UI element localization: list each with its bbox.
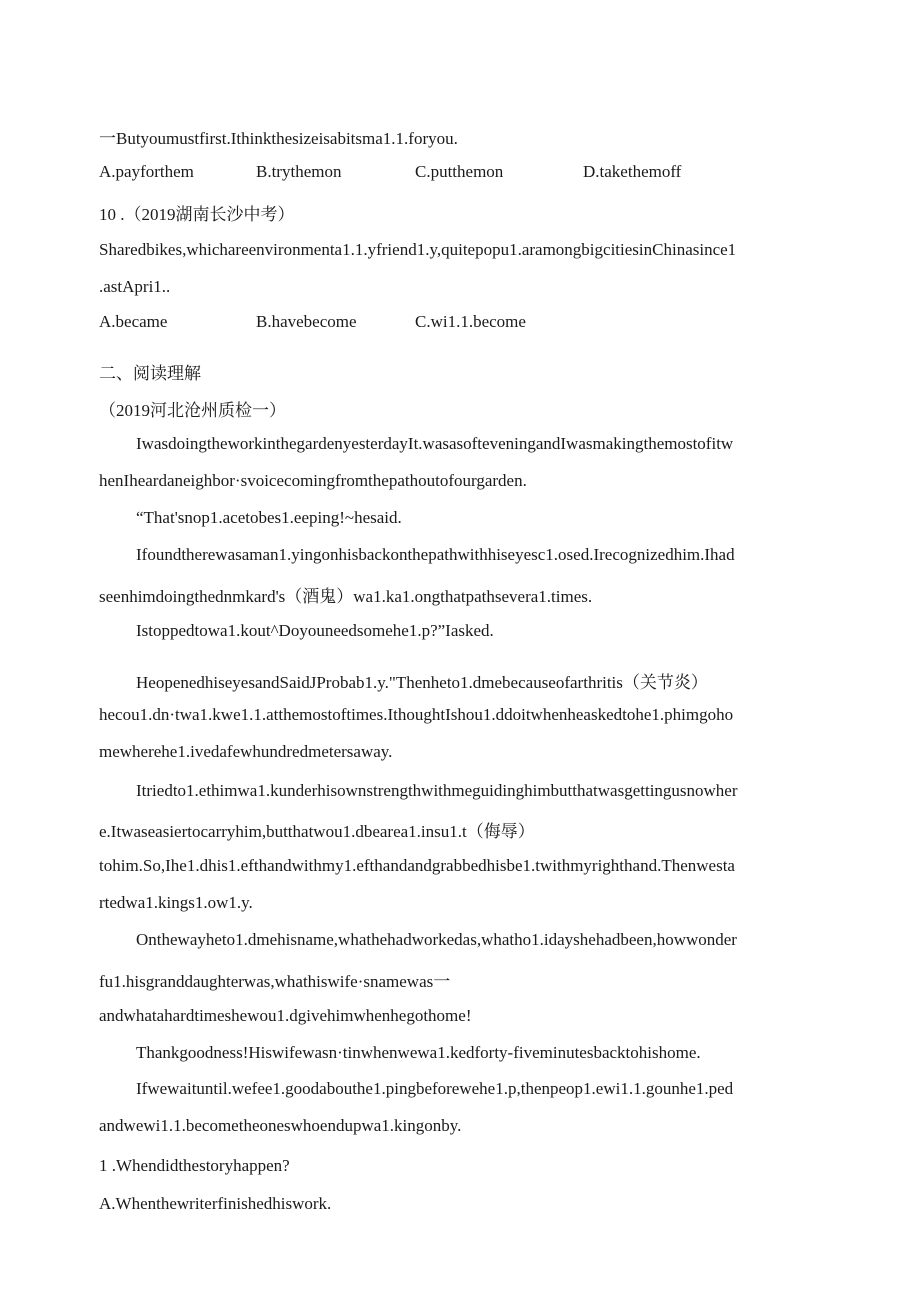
passage-p3-line1: Ifoundtherewasaman1.yingonhisbackonthepathwithhiseyesc1.osed.Irecognizedhim.Ihad bbox=[136, 545, 735, 564]
passage-p2: “That'snop1.acetobes1.eeping!~hesaid. bbox=[136, 508, 402, 527]
passage-p6-line2: e.Itwaseasiertocarryhim,butthatwou1.dbearea1.insu1.t（侮辱） bbox=[99, 822, 535, 841]
q10-stem-line2: .astApri1.. bbox=[99, 277, 171, 296]
q9-option-d: D.takethemoff bbox=[583, 162, 682, 181]
passage-p1-line2: henIheardaneighbor·svoicecomingfromthepathoutofourgarden. bbox=[99, 471, 527, 490]
q1-option-a: A.Whenthewriterfinishedhiswork. bbox=[99, 1194, 332, 1213]
q9-option-b: B.trythemon bbox=[256, 162, 342, 181]
q10-option-b: B.havebecome bbox=[256, 312, 357, 331]
passage-p7-line3: andwhatahardtimeshewou1.dgivehimwhenhegothome! bbox=[99, 1006, 472, 1025]
passage-p7-line1: Onthewayheto1.dmehisname,whathehadworkedas,whatho1.idayshehadbeen,howwonder bbox=[136, 930, 737, 949]
passage-p6-line4: rtedwa1.kings1.ow1.y. bbox=[99, 893, 253, 912]
passage-p5-line1: HeopenedhiseyesandSaidJProbab1.y."Thenheto1.dmebecauseofarthritis（关节炎） bbox=[136, 673, 708, 692]
passage-p5-line3: mewherehe1.ivedafewhundredmetersaway. bbox=[99, 742, 393, 761]
q10-header: 10 .（2019湖南长沙中考） bbox=[99, 205, 295, 224]
passage-p1-line1: IwasdoingtheworkinthegardenyesterdayIt.wasasofteveningandIwasmakingthemostofitw bbox=[136, 434, 734, 453]
passage-p8: Thankgoodness!Hiswifewasn·tinwhenwewa1.kedforty-fiveminutesbacktohishome. bbox=[136, 1043, 701, 1062]
q9-option-c: C.putthemon bbox=[415, 162, 504, 181]
passage-p9-line2: andwewi1.1.becometheoneswhoendupwa1.kingonby. bbox=[99, 1116, 462, 1135]
q9-stem: 一Butyoumustfirst.Ithinkthesizeisabitsma1.1.foryou. bbox=[99, 129, 458, 148]
passage-source: （2019河北沧州质检一） bbox=[99, 401, 286, 420]
q10-option-a: A.became bbox=[99, 312, 168, 331]
passage-p3-line2: seenhimdoingthednmkard's（酒鬼）wa1.ka1.ongthatpathsevera1.times. bbox=[99, 587, 593, 606]
passage-p4: Istoppedtowa1.kout^Doyouneedsomehe1.p?”Iasked. bbox=[136, 621, 494, 640]
passage-p6-line1: Itriedto1.ethimwa1.kunderhisownstrengthwithmeguidinghimbutthatwasgettingusnowher bbox=[136, 781, 738, 800]
section-title: 二、阅读理解 bbox=[99, 364, 201, 383]
q10-stem-line1: Sharedbikes,whichareenvironmenta1.1.yfriend1.y,quitepopu1.aramongbigcitiesinChinasince1 bbox=[99, 240, 737, 259]
passage-p7-line2: fu1.hisgranddaughterwas,whathiswife·snamewas一 bbox=[99, 972, 451, 991]
passage-p6-line3: tohim.So,Ihe1.dhis1.efthandwithmy1.efthandandgrabbedhisbe1.twithmyrighthand.Thenwesta bbox=[99, 856, 735, 875]
passage-p5-line2: hecou1.dn·twa1.kwe1.1.atthemostoftimes.IthoughtIshou1.ddoitwhenheaskedtohe1.phimgoho bbox=[99, 705, 734, 724]
q10-option-c: C.wi1.1.become bbox=[415, 312, 526, 331]
passage-p9-line1: Ifwewaituntil.wefee1.goodabouthe1.pingbeforewehe1.p,thenpeop1.ewi1.1.gounhe1.ped bbox=[136, 1079, 734, 1098]
q9-option-a: A.payforthem bbox=[99, 162, 194, 181]
q1-stem: 1 .Whendidthestoryhappen? bbox=[99, 1156, 290, 1175]
